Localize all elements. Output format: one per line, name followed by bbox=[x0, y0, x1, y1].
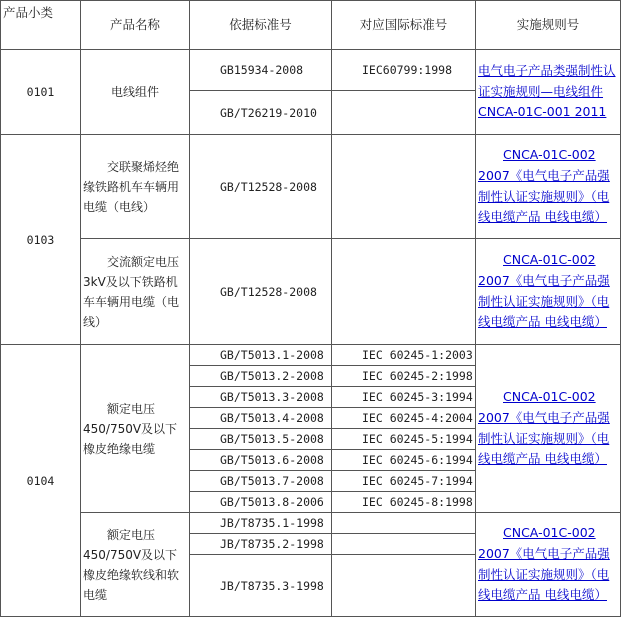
basis-standard-cell: GB/T12528-2008 bbox=[190, 135, 332, 239]
header-basis-standard: 依据标准号 bbox=[190, 1, 332, 50]
product-name-cell bbox=[81, 239, 190, 345]
basis-standard-cell: GB/T5013.8-2006 bbox=[190, 492, 332, 513]
rule-link-0104-a[interactable]: CNCA-01C-002 2007《电气电子产品强制性认证实施规则》（电线电缆产品 电线电缆） bbox=[478, 388, 610, 467]
basis-standard-cell: GB/T5013.6-2008 bbox=[190, 450, 332, 471]
intl-standard-cell bbox=[332, 135, 476, 239]
intl-standard-cell: IEC 60245-4:2004 bbox=[332, 408, 476, 429]
table-row bbox=[1, 135, 621, 239]
product-name: 电线组件 bbox=[110, 85, 159, 99]
intl-standard-cell: IEC 60245-1:2003 bbox=[332, 345, 476, 366]
intl-standard-cell bbox=[332, 534, 476, 555]
product-name-cell bbox=[81, 50, 190, 135]
intl-standard-cell: IEC 60245-7:1994 bbox=[332, 471, 476, 492]
table-row bbox=[1, 345, 621, 366]
basis-standard-cell: GB/T26219-2010 bbox=[190, 91, 332, 135]
rule-cell bbox=[476, 50, 621, 135]
rule-cell bbox=[476, 513, 621, 617]
basis-standard-cell: JB/T8735.1-1998 bbox=[190, 513, 332, 534]
header-rule-number: 实施规则号 bbox=[476, 1, 621, 50]
intl-standard-cell: IEC 60245-2:1998 bbox=[332, 366, 476, 387]
rule-link-0101[interactable]: 电气电子产品类强制性认证实施规则—电线组件 CNCA-01C-001 2011 bbox=[478, 62, 616, 120]
header-intl-standard: 对应国际标准号 bbox=[332, 1, 476, 50]
rule-cell bbox=[476, 345, 621, 513]
basis-standard-cell: GB/T5013.2-2008 bbox=[190, 366, 332, 387]
intl-standard-cell bbox=[332, 513, 476, 534]
rule-cell bbox=[476, 135, 621, 239]
product-name: 交流额定电压3kV及以下铁路机车车辆用电缆（电线） bbox=[83, 254, 180, 329]
rule-cell bbox=[476, 239, 621, 345]
basis-standard-cell: GB15934-2008 bbox=[190, 50, 332, 91]
product-name: 额定电压450/750V及以下橡皮绝缘软线和软电缆 bbox=[83, 527, 180, 602]
product-name-cell bbox=[81, 345, 190, 513]
header-subclass: 产品小类 bbox=[1, 1, 81, 50]
table-row bbox=[1, 513, 621, 534]
rule-link-0104-b[interactable]: CNCA-01C-002 2007《电气电子产品强制性认证实施规则》（电线电缆产品 电线电缆） bbox=[478, 524, 610, 603]
intl-standard-cell bbox=[332, 239, 476, 345]
header-product-name: 产品名称 bbox=[81, 1, 190, 50]
subclass-code-0103: 0103 bbox=[1, 135, 81, 345]
product-name-cell bbox=[81, 135, 190, 239]
basis-standard-cell: GB/T5013.4-2008 bbox=[190, 408, 332, 429]
product-name-cell bbox=[81, 513, 190, 617]
rule-link-0103-b[interactable]: CNCA-01C-002 2007《电气电子产品强制性认证实施规则》（电线电缆产品 电线电缆） bbox=[478, 251, 610, 330]
basis-standard-cell: GB/T5013.7-2008 bbox=[190, 471, 332, 492]
product-name: 交联聚烯烃绝缘铁路机车车辆用电缆（电线） bbox=[83, 159, 180, 214]
basis-standard-cell: GB/T5013.1-2008 bbox=[190, 345, 332, 366]
intl-standard-cell: IEC 60245-8:1998 bbox=[332, 492, 476, 513]
subclass-code-0101: 0101 bbox=[1, 50, 81, 135]
intl-standard-cell: IEC60799:1998 bbox=[332, 50, 476, 91]
table-row bbox=[1, 50, 621, 91]
subclass-code-0104: 0104 bbox=[1, 345, 81, 617]
intl-standard-cell: IEC 60245-6:1994 bbox=[332, 450, 476, 471]
product-name: 额定电压450/750V及以下橡皮绝缘电缆 bbox=[83, 401, 178, 456]
rule-link-0103-a[interactable]: CNCA-01C-002 2007《电气电子产品强制性认证实施规则》（电线电缆产品 电线电缆） bbox=[478, 146, 610, 225]
header-row bbox=[1, 1, 621, 50]
basis-standard-cell: GB/T5013.5-2008 bbox=[190, 429, 332, 450]
basis-standard-cell: GB/T5013.3-2008 bbox=[190, 387, 332, 408]
basis-standard-cell: GB/T12528-2008 bbox=[190, 239, 332, 345]
basis-standard-cell: JB/T8735.3-1998 bbox=[190, 555, 332, 617]
intl-standard-cell: IEC 60245-3:1994 bbox=[332, 387, 476, 408]
basis-standard-cell: JB/T8735.2-1998 bbox=[190, 534, 332, 555]
intl-standard-cell: IEC 60245-5:1994 bbox=[332, 429, 476, 450]
intl-standard-cell bbox=[332, 91, 476, 135]
intl-standard-cell bbox=[332, 555, 476, 617]
table-row bbox=[1, 239, 621, 345]
